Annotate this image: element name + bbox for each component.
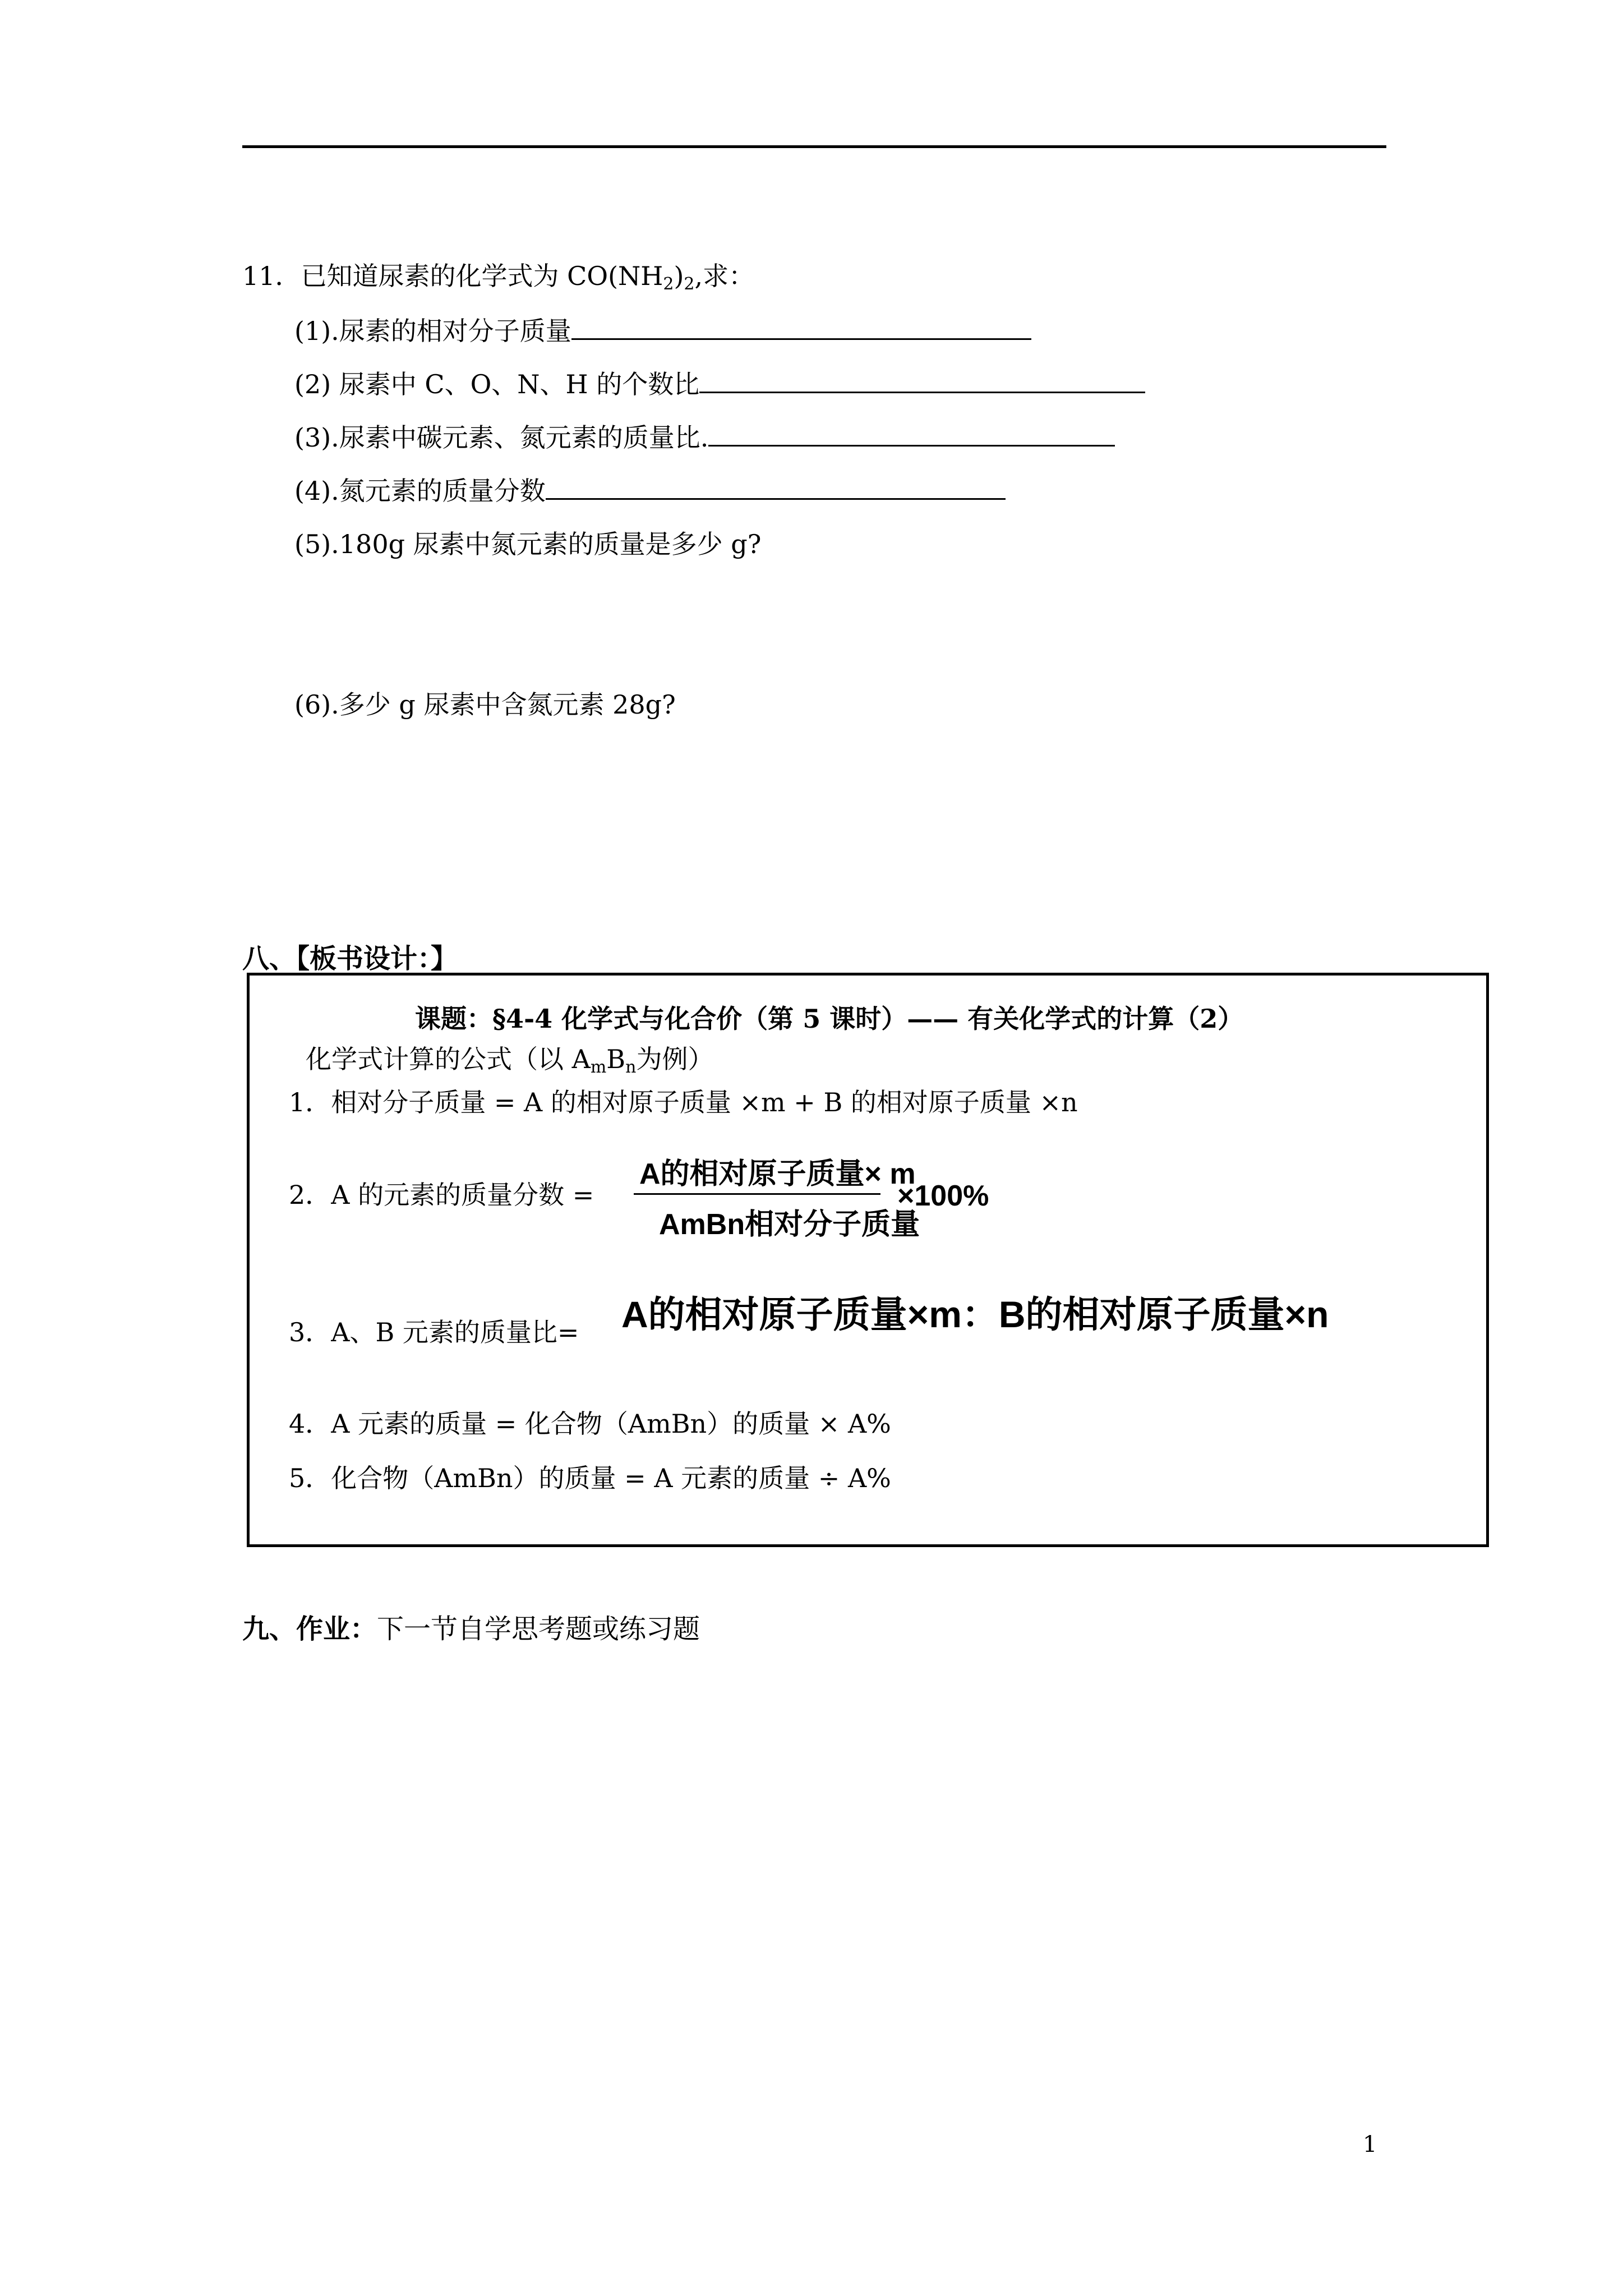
question-item-3 [294,421,1115,454]
section9 [242,1612,700,1646]
answer-blank[interactable] [546,476,1006,500]
answer-blank[interactable] [571,316,1031,340]
formula-3-label: 3．A、B 元素的质量比= [289,1317,579,1347]
subscript: n [625,1057,637,1077]
question-item-text: (2) 尿素中 C、O、N、H 的个数比 [294,369,700,399]
question-item-4 [294,474,1006,508]
section8-heading: 八、【板书设计：】 [242,943,458,974]
section9-text: 下一节自学思考题或练习题 [377,1613,700,1645]
formula-3-expression: A的相对原子质量×m：B的相对原子质量×n [621,1294,1329,1335]
formula-2-numerator: A的相对原子质量× m [639,1158,916,1190]
question-item-5: (5).180g 尿素中氮元素的质量是多少 g? [294,529,762,559]
subscript: m [590,1057,607,1077]
question-intro-text: 11．已知道尿素的化学式为 CO(NH [242,261,663,291]
board-subtitle-text: 为例） [636,1044,714,1074]
formula-2-times: ×100% [897,1180,989,1212]
question-intro-text: ) [674,261,684,291]
question-item-6: (6).多少 g 尿素中含氮元素 28g? [294,689,676,720]
formula-2-label: 2．A 的元素的质量分数 = [289,1180,594,1210]
formula-4: 4．A 元素的质量 = 化合物（AmBn）的质量 × A% [289,1409,891,1439]
formula-2-denominator: AmBn相对分子质量 [659,1208,920,1241]
answer-blank[interactable] [708,422,1115,447]
page-number: 1 [1363,2132,1377,2157]
question-item-2 [294,367,1145,401]
formula-1: 1．相对分子质量 = A 的相对原子质量 ×m + B 的相对原子质量 ×n [289,1087,1078,1117]
header-rule [242,145,1386,148]
question-item-text: (1).尿素的相对分子质量 [294,316,571,346]
subscript: 2 [684,274,695,294]
board-subtitle-text: 化学式计算的公式（以 A [306,1044,591,1074]
question-intro [242,259,754,293]
fraction-line [634,1193,880,1195]
question-intro-text: ,求： [694,261,755,291]
board-subtitle-text: B [606,1044,626,1074]
subscript: 2 [663,274,674,294]
section9-heading: 九、作业： [242,1613,377,1645]
question-item-1 [294,314,1031,348]
answer-blank[interactable] [699,369,1145,393]
question-item-text: (4).氮元素的质量分数 [294,476,546,506]
formula-5: 5．化合物（AmBn）的质量 = A 元素的质量 ÷ A% [289,1463,891,1493]
board-subtitle [306,1042,713,1076]
question-item-text: (3).尿素中碳元素、氮元素的质量比. [294,422,709,453]
board-title: 课题：§4-4 化学式与化合价（第 5 课时）—— 有关化学式的计算（2） [415,1004,1244,1034]
